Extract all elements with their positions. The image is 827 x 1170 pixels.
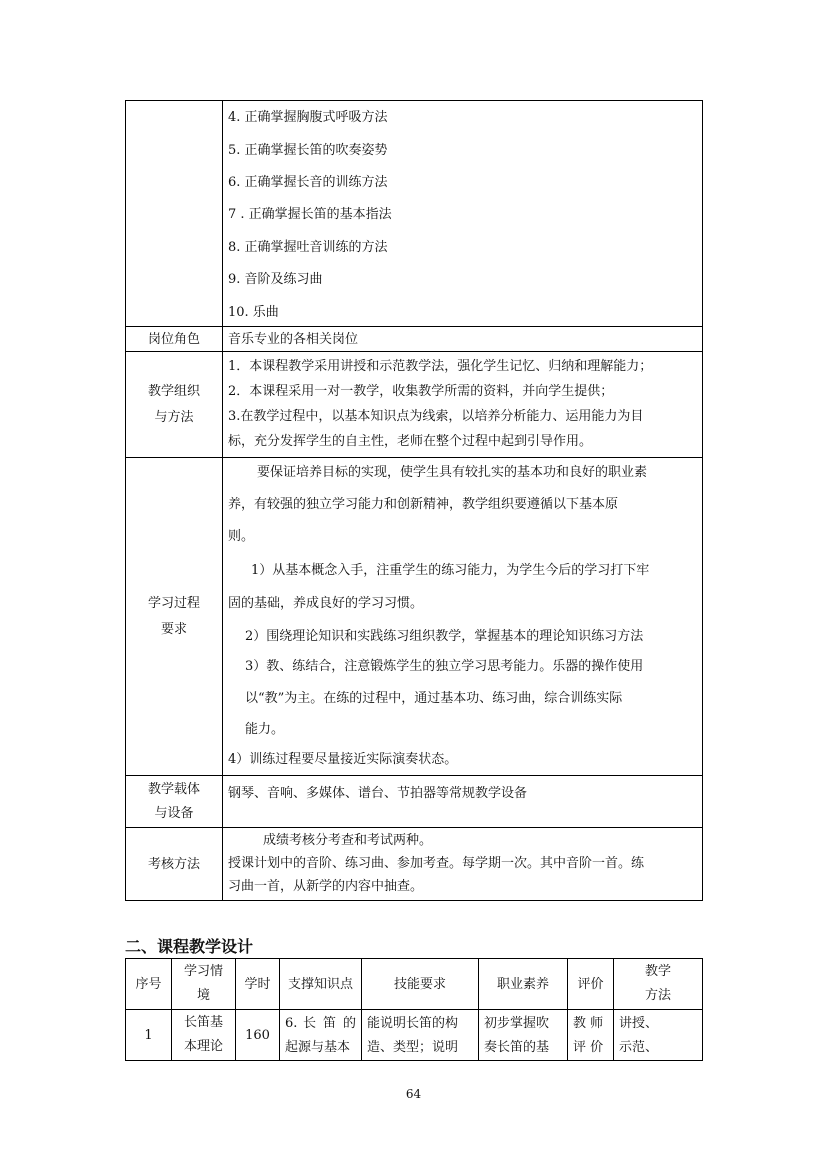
assess-cell [223,828,703,901]
process-line: 以“教”为主。在练的过程中，通过基本功、练习曲，综合训练实际 [245,691,623,706]
process-line: 1）从基本概念入手，注重学生的练习能力，为学生今后的学习打下牢 [251,563,650,578]
goal-item: 7 . 正确掌握长笛的基本指法 [228,207,392,222]
row1-evaluation: 教 师 评 价 [568,1010,614,1061]
role-label: 岗位角色 [126,327,223,352]
goal-item: 6. 正确掌握长音的训练方法 [228,175,388,190]
header-method: 教学 方法 [614,959,703,1010]
goals-cell [223,101,703,327]
row1-method: 讲授、 示范、 [614,1010,703,1061]
process-line: 2）围绕理论知识和实践练习组织教学，掌握基本的理论知识练习方法 [245,629,644,644]
header-skills: 技能要求 [362,959,479,1010]
role-value: 音乐专业的各相关岗位 [223,327,703,352]
org-cell [223,352,703,458]
row1-hours: 160 [236,1010,280,1061]
process-line: 3）教、练结合，注意锻炼学生的独立学习思考能力。乐器的操作使用 [245,659,644,674]
goal-item: 10. 乐曲 [228,305,279,320]
section-title: 二、课程教学设计 [125,937,254,956]
row1-index: 1 [126,1010,172,1061]
assess-label: 考核方法 [126,828,223,901]
header-hours: 学时 [236,959,280,1010]
process-line: 则。 [228,529,255,544]
row1-quality: 初步掌握吹 奏长笛的基 [479,1010,568,1061]
goal-item: 9. 音阶及练习曲 [228,272,323,287]
goal-item: 4. 正确掌握胸腹式呼吸方法 [228,110,388,125]
goal-item: 5. 正确掌握长笛的吹奏姿势 [228,143,388,158]
process-line: 能力。 [245,722,285,737]
assess-line: 习曲一首，从新学的内容中抽查。 [228,879,424,894]
header-index: 序号 [126,959,172,1010]
course-design-table [125,958,703,1061]
process-label: 学习过程 要求 [126,458,223,776]
header-knowledge: 支撑知识点 [280,959,362,1010]
org-line: 3.在教学过程中，以基本知识点为线索，以培养分析能力、运用能力为目 [228,409,644,424]
header-evaluation: 评价 [568,959,614,1010]
org-label: 教学组织 与方法 [126,352,223,458]
carrier-label: 教学载体 与设备 [126,776,223,828]
process-cell [223,458,703,776]
row1-scenario: 长笛基 本理论 [172,1010,236,1061]
process-line: 要保证培养目标的实现，使学生具有较扎实的基本功和良好的职业素 [257,465,648,480]
goal-item: 8. 正确掌握吐音训练的方法 [228,240,388,255]
org-line: 1．本课程教学采用讲授和示范教学法，强化学生记忆、归纳和理解能力； [228,359,653,374]
row1-knowledge: 6. 长 笛 的 起源与基本 [280,1010,362,1061]
course-info-table [125,100,703,901]
assess-line: 授课计划中的音阶、练习曲、参加考查。每学期一次。其中音阶一首。练 [228,856,645,871]
header-scenario: 学习情 境 [172,959,236,1010]
assess-line: 成绩考核分考查和考试两种。 [263,833,433,848]
process-line: 4）训练过程要尽量接近实际演奏状态。 [228,752,458,767]
process-line: 养，有较强的独立学习能力和创新精神，教学组织要遵循以下基本原 [228,497,619,512]
page-number: 64 [405,1087,422,1101]
process-line: 固的基础，养成良好的学习习惯。 [228,596,424,611]
org-line: 标，充分发挥学生的自主性，老师在整个过程中起到引导作用。 [228,434,593,449]
row1-skills: 能说明长笛的构 造、类型；说明 [362,1010,479,1061]
org-line: 2．本课程采用一对一教学，收集教学所需的资料，并向学生提供； [228,384,614,399]
carrier-cell [223,776,703,828]
header-quality: 职业素养 [479,959,568,1010]
goals-label-cell [126,101,223,327]
carrier-value: 钢琴、音响、多媒体、谱台、节拍器等常规教学设备 [228,786,528,801]
